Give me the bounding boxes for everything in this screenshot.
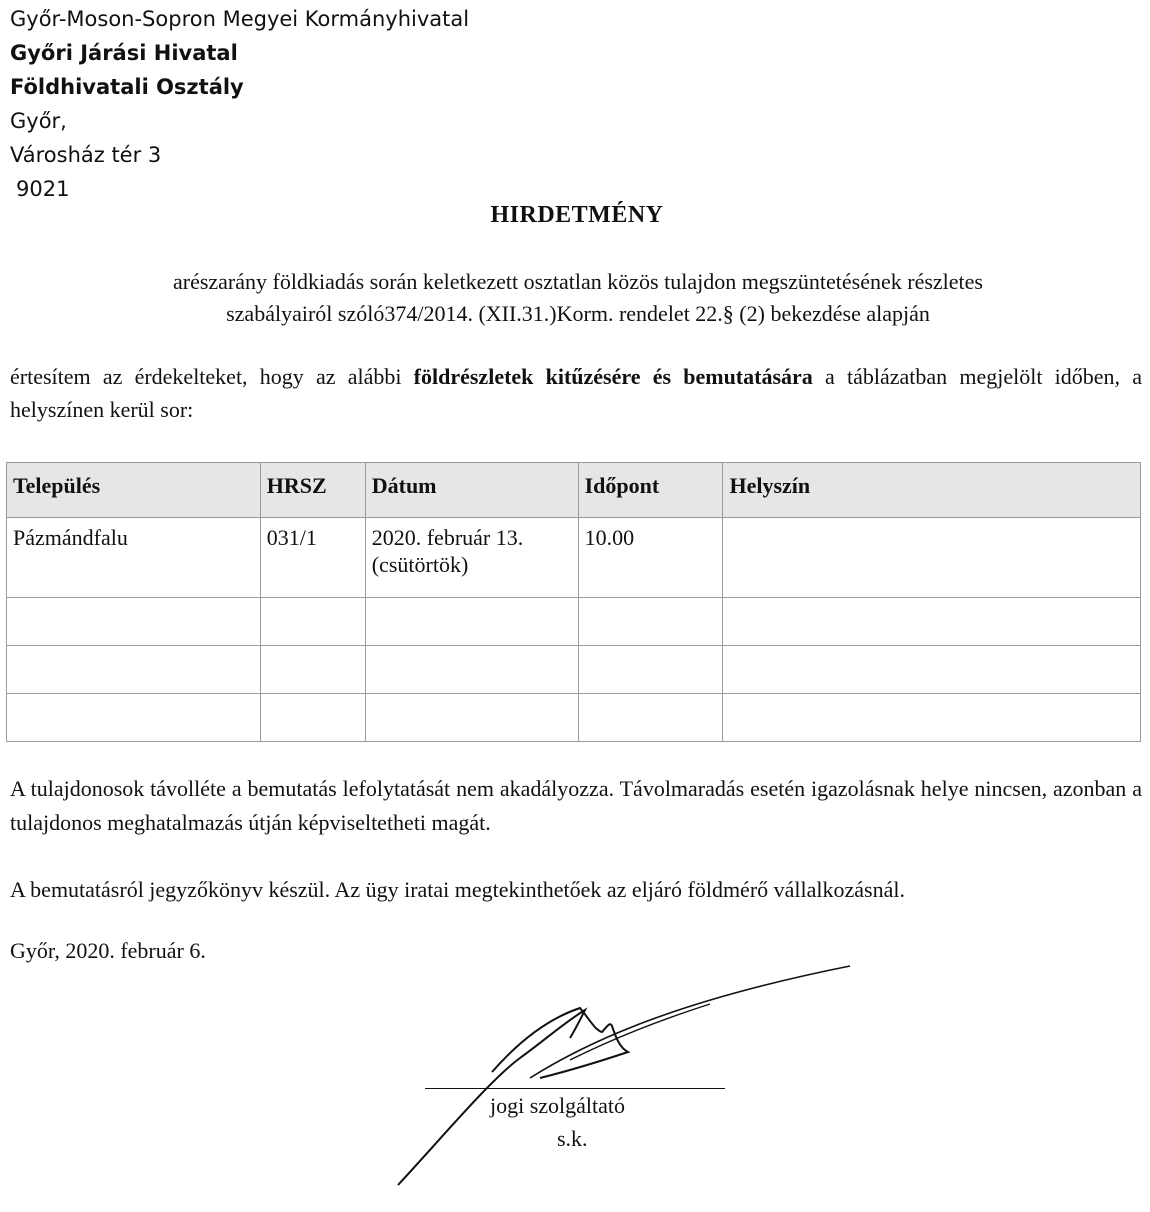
empty-cell: [365, 646, 578, 694]
empty-cell: [260, 598, 365, 646]
header-hrsz: HRSZ: [260, 463, 365, 518]
cell-settlement: Pázmándfalu: [7, 518, 261, 598]
signed-mark: s.k.: [557, 1126, 588, 1151]
cell-date-line-2: (csütörtök): [371, 552, 469, 577]
empty-table-row: [7, 694, 1141, 742]
empty-cell: [365, 598, 578, 646]
sender-city: Győr,: [10, 109, 67, 133]
intro-text-before: értesítem az érdekelteket, hogy az alábbi: [10, 364, 414, 389]
legal-basis-line-2: szabályairól szóló374/2014. (XII.31.)Korm. rendelet 22.§ (2) bekezdése alapján: [226, 301, 930, 326]
empty-cell: [578, 646, 723, 694]
cell-time: 10.00: [578, 518, 723, 598]
table-header-row: [7, 463, 1141, 518]
empty-cell: [7, 598, 261, 646]
intro-text-after: a táblázatban megjelölt időben, a helyszínen kerül sor:: [10, 364, 1142, 422]
empty-cell: [365, 694, 578, 742]
document-title: HIRDETMÉNY: [490, 202, 664, 228]
table-row: [7, 518, 1141, 598]
office-name: Győri Járási Hivatal: [10, 41, 238, 65]
header-location: Helyszín: [723, 463, 1141, 518]
handwritten-signature: [380, 960, 860, 1200]
intro-paragraph: [10, 360, 1142, 426]
empty-cell: [260, 694, 365, 742]
empty-cell: [7, 694, 261, 742]
empty-cell: [723, 598, 1141, 646]
minutes-paragraph: A bemutatásról jegyzőkönyv készül. Az ügy iratai megtekinthetőek az eljáró földmérő vállalkozásnál.: [10, 877, 905, 902]
sender-zip: 9021: [16, 177, 70, 201]
signature-line: [425, 1088, 725, 1089]
empty-cell: [578, 694, 723, 742]
header-settlement: Település: [7, 463, 261, 518]
signer-role: jogi szolgáltató: [490, 1093, 626, 1118]
sender-street: Városház tér 3: [10, 143, 162, 167]
legal-basis: [0, 266, 1150, 330]
cell-location: [723, 518, 1141, 598]
empty-table-row: [7, 598, 1141, 646]
place-date: Győr, 2020. február 6.: [10, 938, 206, 963]
absence-paragraph: A tulajdonosok távolléte a bemutatás lefolytatását nem akadályozza. Távolmaradás esetén igazolásnak helye nincsen, azonban a tulajdonos meghatalmazás útján képviseltetheti magát.: [10, 776, 1142, 835]
cell-date: [365, 518, 578, 598]
empty-cell: [578, 598, 723, 646]
cell-hrsz: 031/1: [260, 518, 365, 598]
signature-stroke: [570, 1004, 710, 1060]
sender-block: [10, 2, 469, 206]
schedule-table: [6, 462, 1141, 742]
legal-basis-line-1: arészarány földkiadás során keletkezett osztatlan közös tulajdon megszüntetésének részletes: [172, 269, 983, 294]
header-time: Időpont: [578, 463, 723, 518]
empty-cell: [260, 646, 365, 694]
intro-text-bold: földrészletek kitűzésére és bemutatására: [413, 364, 813, 389]
agency-name: Győr-Moson-Sopron Megyei Kormányhivatal: [10, 7, 470, 31]
empty-cell: [723, 694, 1141, 742]
department-name: Földhivatali Osztály: [10, 75, 244, 99]
empty-cell: [7, 646, 261, 694]
empty-table-row: [7, 646, 1141, 694]
empty-cell: [723, 646, 1141, 694]
cell-date-line-1: 2020. február 13.: [371, 525, 524, 550]
header-date: Dátum: [365, 463, 578, 518]
